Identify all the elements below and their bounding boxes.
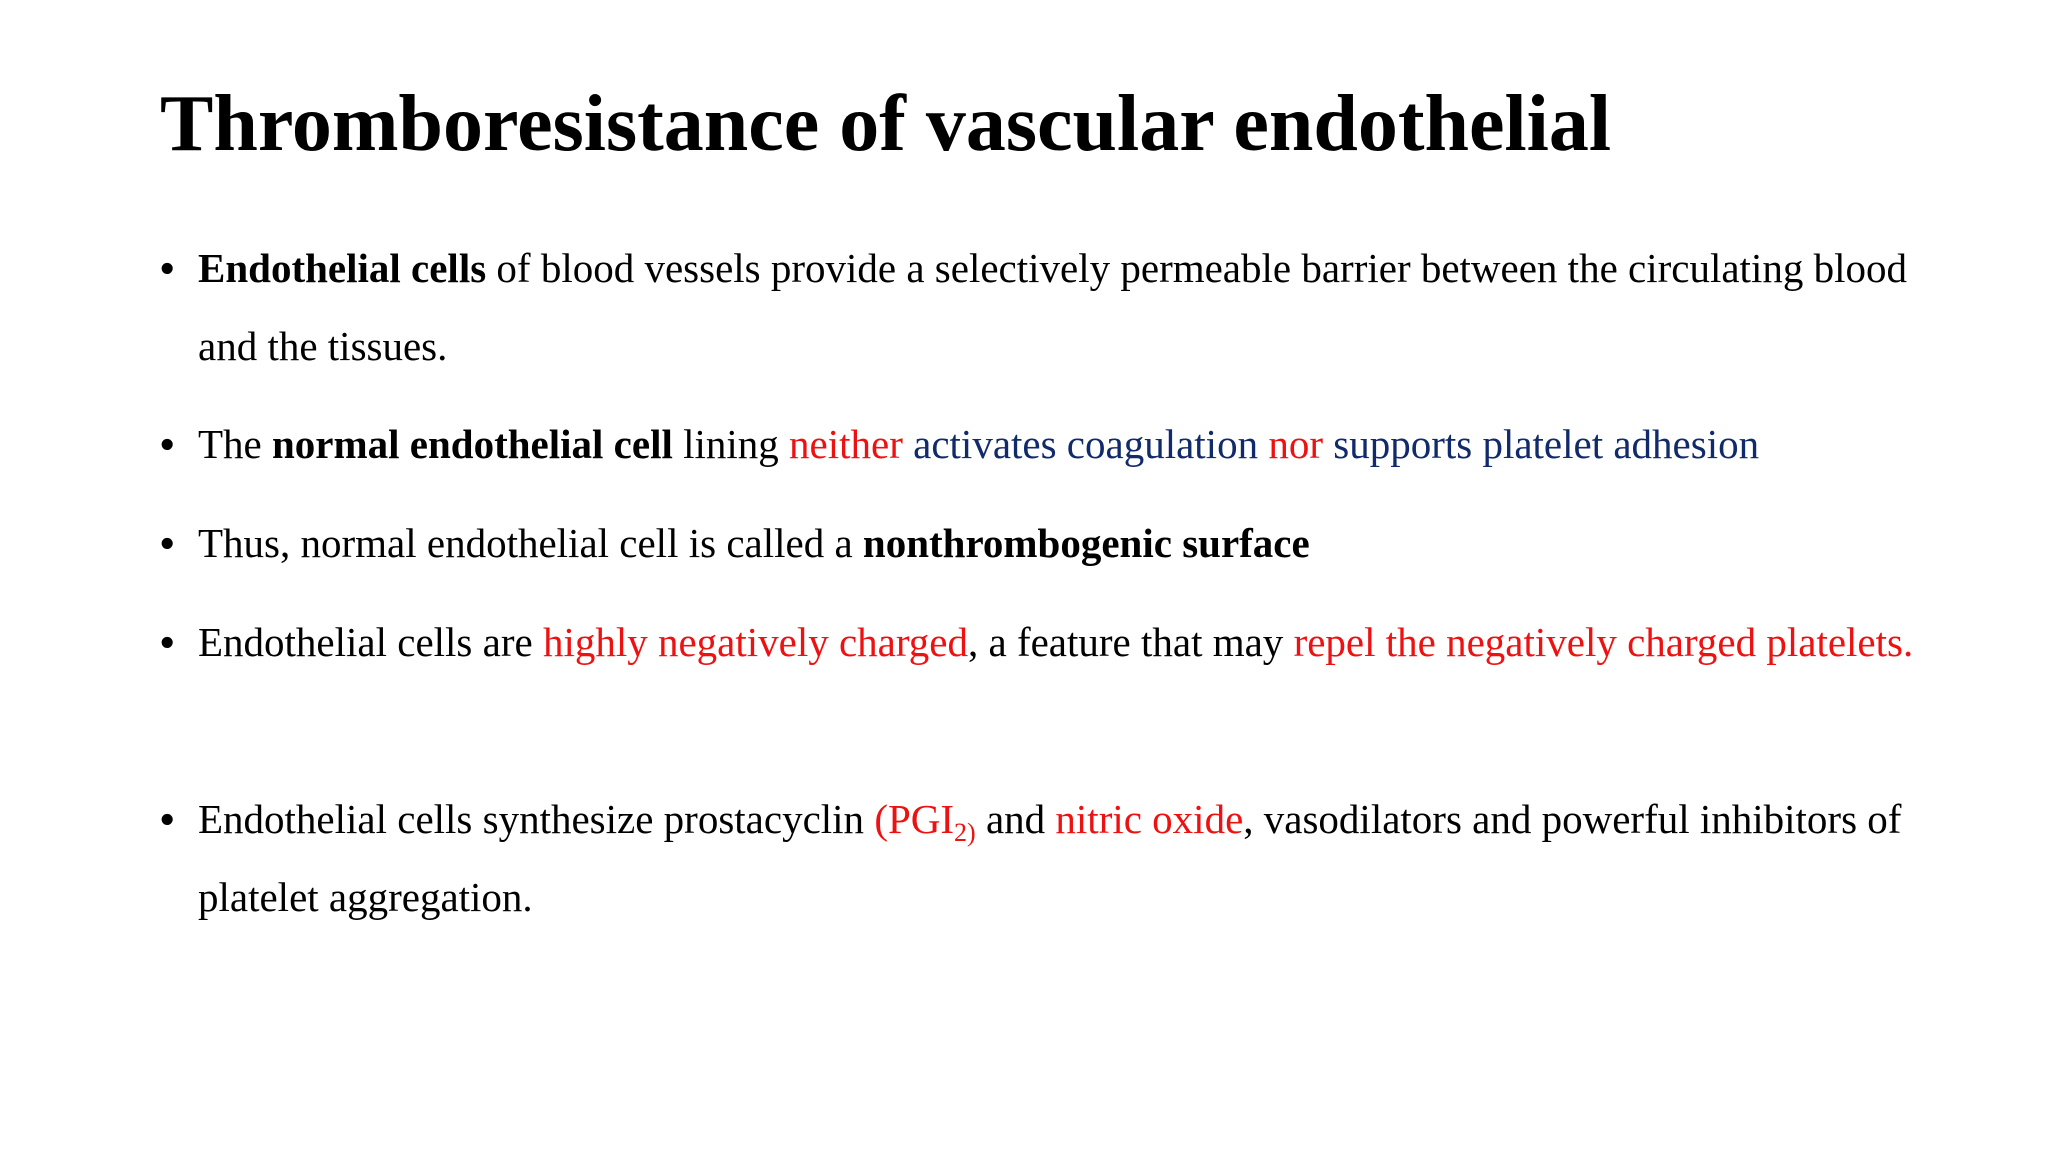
red-highlight: nitric oxide xyxy=(1055,796,1244,842)
bullet-marker: • xyxy=(160,619,175,665)
bullet-text: Endothelial cells synthesize prostacyclin xyxy=(198,796,875,842)
bullet-text: and xyxy=(975,796,1056,842)
navy-highlight: supports platelet adhesion xyxy=(1322,421,1760,467)
red-highlight: repel the negatively charged platelets. xyxy=(1293,619,1914,665)
bullet-text: Endothelial cells are xyxy=(198,619,543,665)
bullet-marker: • xyxy=(160,796,175,842)
bullet-marker: • xyxy=(160,421,175,467)
bullet-item-nonthrombogenic xyxy=(160,504,1920,582)
pgi-subscript: 2) xyxy=(954,818,976,847)
bullet-text: of blood vessels provide a selectively permeable barrier between the circulating blood and the tissues. xyxy=(198,245,1907,369)
bold-term: Endothelial cells xyxy=(198,245,487,291)
red-highlight: nor xyxy=(1268,421,1323,467)
bullet-text: , vasodilators and powerful inhibitors of platelet aggregation. xyxy=(198,796,1902,920)
bullet-text: , a feature that may xyxy=(968,619,1294,665)
bold-term: normal endothelial cell xyxy=(272,421,673,467)
red-highlight: highly negatively charged xyxy=(542,619,968,665)
bullet-item-prostacyclin xyxy=(160,780,1920,936)
red-highlight: neither xyxy=(789,421,903,467)
slide-title: Thromboresistance of vascular endothelial xyxy=(160,80,1612,168)
bullet-item-endothelial-barrier xyxy=(160,229,1920,385)
red-highlight-pgi2 xyxy=(874,796,976,847)
bullet-marker: • xyxy=(160,520,175,566)
bullet-text: The xyxy=(198,421,272,467)
bullet-item-normal-lining xyxy=(160,405,1920,483)
bullet-text: lining xyxy=(672,421,790,467)
bullet-marker: • xyxy=(160,245,175,291)
bullet-item-negative-charge xyxy=(160,603,1920,681)
pgi-text: (PGI xyxy=(874,796,955,842)
bold-term: nonthrombogenic surface xyxy=(862,520,1310,566)
bullet-text: Thus, normal endothelial cell is called a xyxy=(198,520,863,566)
navy-highlight: activates coagulation xyxy=(902,421,1269,467)
